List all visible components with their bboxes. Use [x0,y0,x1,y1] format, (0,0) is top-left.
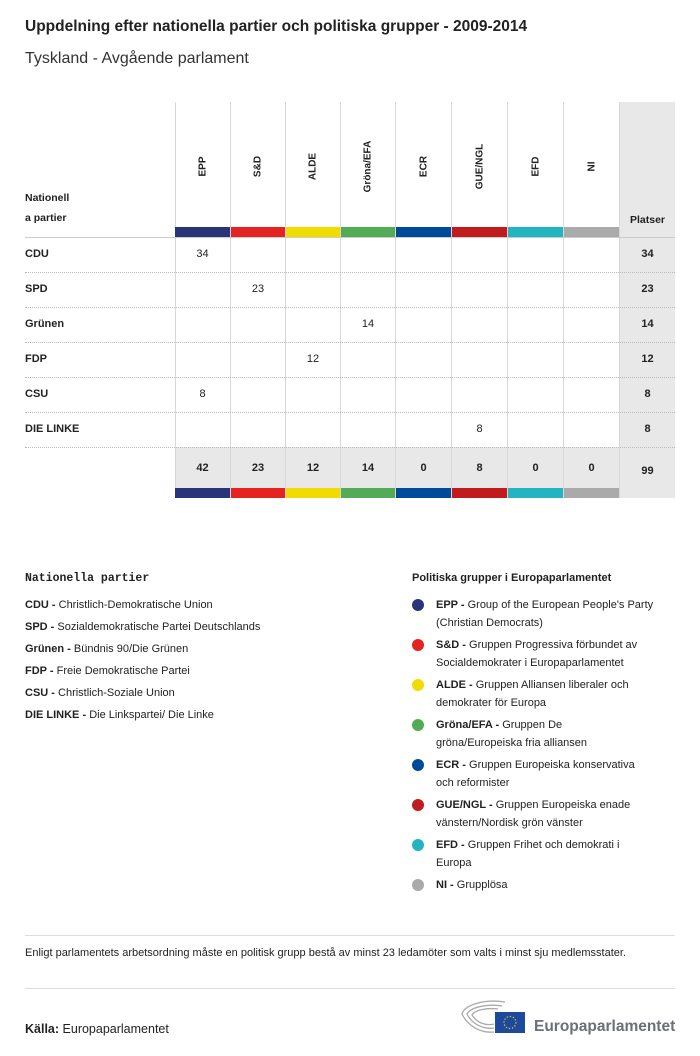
legend-abbr: CDU - [25,599,56,611]
legend-name-line2: Europa [436,857,472,869]
column-total: 0 [532,462,539,474]
row-party-label: DIE LINKE [25,423,80,435]
column-color-bar [286,488,340,498]
column-header [175,102,230,227]
column-header-label: Gröna/EFA [362,140,374,193]
legend-line [436,756,635,774]
legend-name: Gruppen Progressiva förbundet av [469,639,638,651]
grand-total: 99 [641,465,654,477]
legend-line [436,876,508,894]
group-color-dot-icon [412,679,424,691]
legend-abbr: EPP - [436,599,465,611]
column-header-label: S&D [252,155,264,178]
column-color-bar [564,227,619,237]
national-legend-item [25,706,214,724]
row-header-line1: Nationell [25,192,70,204]
column-total: 8 [476,462,483,474]
column-color-bar [508,227,563,237]
table-cell: 8 [199,388,206,400]
legend-name: Christlich-Demokratische Union [58,599,213,611]
row-header [25,188,69,228]
column-header-label: ALDE [307,152,319,181]
legend-line [436,716,587,734]
national-legend-item [25,596,213,614]
column-header-label: NI [586,161,597,172]
group-legend-item [436,636,637,672]
divider [25,935,675,936]
legend-abbr: ALDE - [436,679,473,691]
row-header-line2: a partier [25,212,67,224]
group-legend-title: Politiska grupper i Europaparlamentet [412,572,612,584]
national-legend-item [25,618,260,636]
legend-name: Christlich-Soziale Union [58,687,175,699]
legend-line [436,676,629,694]
column-total: 12 [306,462,320,474]
legend-abbr: Gröna/EFA - [436,719,500,731]
national-legend-item [25,662,190,680]
row-total: 12 [641,353,654,365]
legend-name: Freie Demokratische Partei [56,665,190,677]
group-color-dot-icon [412,799,424,811]
legend-line [436,596,653,614]
platser-column-bg [620,102,675,498]
column-color-bar [396,488,451,498]
column-header-label: ECR [418,155,429,178]
row-divider [25,447,675,448]
row-total: 23 [641,283,654,295]
column-total: 14 [361,462,375,474]
row-divider [25,342,675,343]
legend-name-line2: och reformister [436,777,510,789]
row-total: 8 [644,423,651,435]
row-total: 34 [641,248,654,260]
footnote: Enligt parlamentets arbetsordning måste en politisk grupp bestå av minst 23 ledamöter som valts i minst sju medlemsstater. [25,947,626,959]
column-color-bar [452,227,507,237]
legend-line [436,836,619,854]
column-header [396,102,451,227]
row-divider [25,412,675,413]
column-color-bar [175,488,230,498]
group-color-dot-icon [412,639,424,651]
column-total: 0 [588,462,595,474]
legend-abbr: ECR - [436,759,466,771]
table-cell: 14 [361,318,375,330]
legend-abbr: S&D - [436,639,466,651]
table-cell: 12 [306,353,320,365]
legend-name: Gruppen Alliansen liberaler och [475,679,629,691]
source-label: Källa: [25,1022,60,1036]
legend-line [436,796,630,814]
group-legend-item [436,716,587,752]
row-party-label: CDU [25,248,49,260]
page-subtitle: Tyskland - Avgående parlament [25,50,249,67]
row-divider [25,272,675,273]
column-color-bar [286,227,340,237]
row-divider [25,377,675,378]
legend-name: Grupplösa [456,879,508,891]
group-legend-item [436,756,635,792]
column-color-bar [341,488,395,498]
group-legend-item [436,596,653,632]
legend-name-line2: (Christian Democrats) [436,617,543,629]
group-color-dot-icon [412,879,424,891]
table-cell: 23 [251,283,265,295]
divider [25,988,675,989]
column-header [452,102,507,227]
legend-name-line2: demokrater för Europa [436,697,547,709]
legend-name: Gruppen Europeiska konservativa [469,759,635,771]
row-party-label: SPD [25,283,48,295]
row-party-label: FDP [25,353,47,365]
legend-abbr: EFD - [436,839,465,851]
header-rule [25,237,675,238]
column-header-label: EFD [530,156,541,177]
row-divider [25,307,675,308]
national-legend-title: Nationella partier [25,572,150,585]
legend-abbr: Grünen - [25,643,71,655]
column-color-bar [231,227,285,237]
legend-abbr: SPD - [25,621,55,633]
legend-name: Die Linkspartei/ Die Linke [89,709,214,721]
column-header [231,102,285,227]
source [25,1022,169,1036]
national-legend-item [25,684,175,702]
legend-name-line2: Socialdemokrater i Europaparlamentet [436,657,624,669]
table-cell: 8 [476,423,483,435]
legend-name: Gruppen De [502,719,563,731]
column-color-bar [508,488,563,498]
row-total: 8 [644,388,651,400]
legend-abbr: FDP - [25,665,54,677]
column-total: 23 [251,462,265,474]
group-legend-item [436,676,629,712]
column-color-bar [341,227,395,237]
legend-name-line2: vänstern/Nordisk grön vänster [436,817,583,829]
platser-header: Platser [629,214,666,226]
page-title: Uppdelning efter nationella partier och politiska grupper - 2009-2014 [25,18,528,35]
row-party-label: CSU [25,388,49,400]
legend-name: Bündnis 90/Die Grünen [73,643,189,655]
column-header [564,102,619,227]
group-legend-item [436,796,630,832]
column-color-bar [452,488,507,498]
legend-name-line2: gröna/Europeiska fria alliansen [436,737,588,749]
legend-abbr: NI - [436,879,454,891]
legend-name: Group of the European People's Party [467,599,654,611]
group-legend-item [436,836,619,872]
table-cell: 34 [196,248,209,260]
column-color-bar [564,488,619,498]
column-color-bar [175,227,230,237]
row-party-label: Grünen [25,318,65,330]
source-value: Europaparlamentet [62,1022,169,1036]
legend-name: Gruppen Frihet och demokrati i [467,839,620,851]
column-header-label: EPP [197,156,208,177]
column-header [341,102,395,227]
group-color-dot-icon [412,599,424,611]
column-header-label: GUE/NGL [474,143,485,190]
group-color-dot-icon [412,719,424,731]
group-color-dot-icon [412,759,424,771]
group-legend-item [436,876,508,894]
column-header [508,102,563,227]
legend-abbr: GUE/NGL - [436,799,493,811]
column-color-bar [396,227,451,237]
logo-text: Europaparlamentet [534,1018,676,1035]
legend-abbr: CSU - [25,687,55,699]
national-legend-item [25,640,188,658]
column-total: 42 [196,462,209,474]
parliament-hemicycle-icon [460,996,530,1036]
row-total: 14 [641,318,654,330]
legend-name: Gruppen Europeiska enade [495,799,631,811]
column-total: 0 [420,462,427,474]
column-divider [619,102,620,498]
legend-name: Sozialdemokratische Partei Deutschlands [57,621,261,633]
legend-abbr: DIE LINKE - [25,709,87,721]
legend-line [436,636,637,654]
group-color-dot-icon [412,839,424,851]
column-color-bar [231,488,285,498]
europarl-logo [460,996,676,1041]
column-header [286,102,340,227]
